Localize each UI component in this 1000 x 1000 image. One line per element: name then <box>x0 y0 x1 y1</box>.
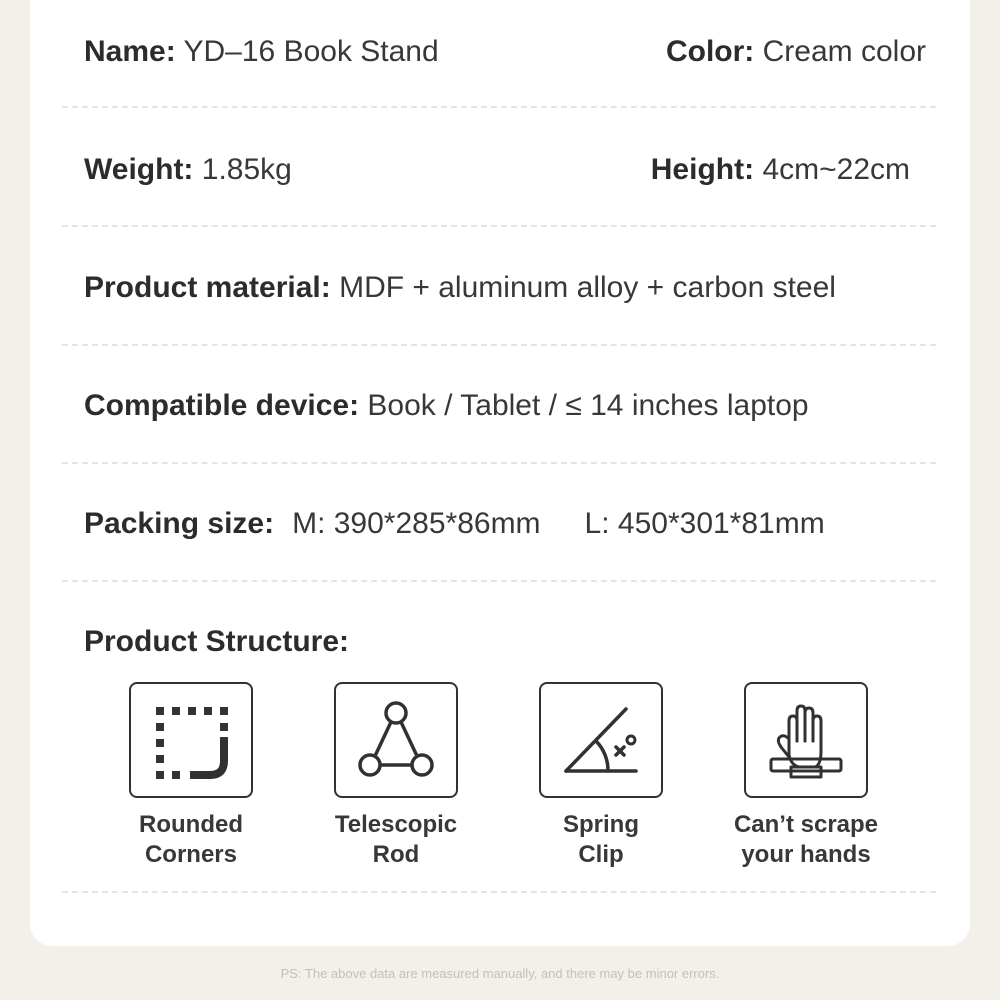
color-label: Color: <box>665 35 755 68</box>
feature-label: Can’t scrape your hands <box>733 811 879 868</box>
weight-label: Weight: <box>84 153 194 186</box>
divider <box>62 891 936 893</box>
height-value: 4cm~22cm <box>762 153 910 186</box>
packing-m-value: M: 390*285*86mm <box>292 507 541 540</box>
material-value: MDF + aluminum alloy + carbon steel <box>339 271 836 304</box>
height-spec <box>651 152 910 188</box>
spring-clip-angle-icon <box>539 682 663 798</box>
height-label: Height: <box>650 153 755 186</box>
divider <box>62 106 936 108</box>
spec-row-device <box>84 388 926 424</box>
device-label: Compatible device: <box>84 389 360 422</box>
divider <box>62 344 936 346</box>
divider <box>62 462 936 464</box>
name-value: YD–16 Book Stand <box>183 35 439 68</box>
color-value: Cream color <box>762 35 926 68</box>
packing-label: Packing size: <box>84 507 275 540</box>
footer-note: PS: The above data are measured manually, and there may be minor errors. <box>280 966 720 981</box>
material-label: Product material: <box>84 271 331 304</box>
feature-label: Rounded Corners <box>139 811 243 868</box>
weight-value: 1.85kg <box>201 153 292 186</box>
device-spec <box>84 388 809 424</box>
spec-row-name-color <box>84 34 926 70</box>
device-value: Book / Tablet / ≤ 14 inches laptop <box>367 389 809 422</box>
rounded-corner-icon <box>129 682 253 798</box>
feature-rounded-corners <box>91 682 291 870</box>
divider <box>62 580 936 582</box>
feature-telescopic-rod <box>296 682 496 870</box>
feature-safe-hands <box>706 682 906 870</box>
name-spec <box>84 34 439 70</box>
structure-title: Product Structure: <box>84 625 350 658</box>
feature-label: Spring Clip <box>563 811 639 868</box>
spec-row-packing <box>84 506 926 542</box>
color-spec <box>666 34 926 70</box>
weight-spec <box>84 152 292 188</box>
feature-label: Telescopic Rod <box>334 811 458 868</box>
spec-row-weight-height <box>84 152 910 188</box>
divider <box>62 225 936 227</box>
packing-l-value: L: 450*301*81mm <box>584 507 825 540</box>
feature-spring-clip <box>501 682 701 870</box>
name-label: Name: <box>84 35 176 68</box>
material-spec <box>84 270 836 306</box>
safe-hand-icon <box>744 682 868 798</box>
telescopic-rod-icon <box>334 682 458 798</box>
spec-row-material <box>84 270 926 306</box>
